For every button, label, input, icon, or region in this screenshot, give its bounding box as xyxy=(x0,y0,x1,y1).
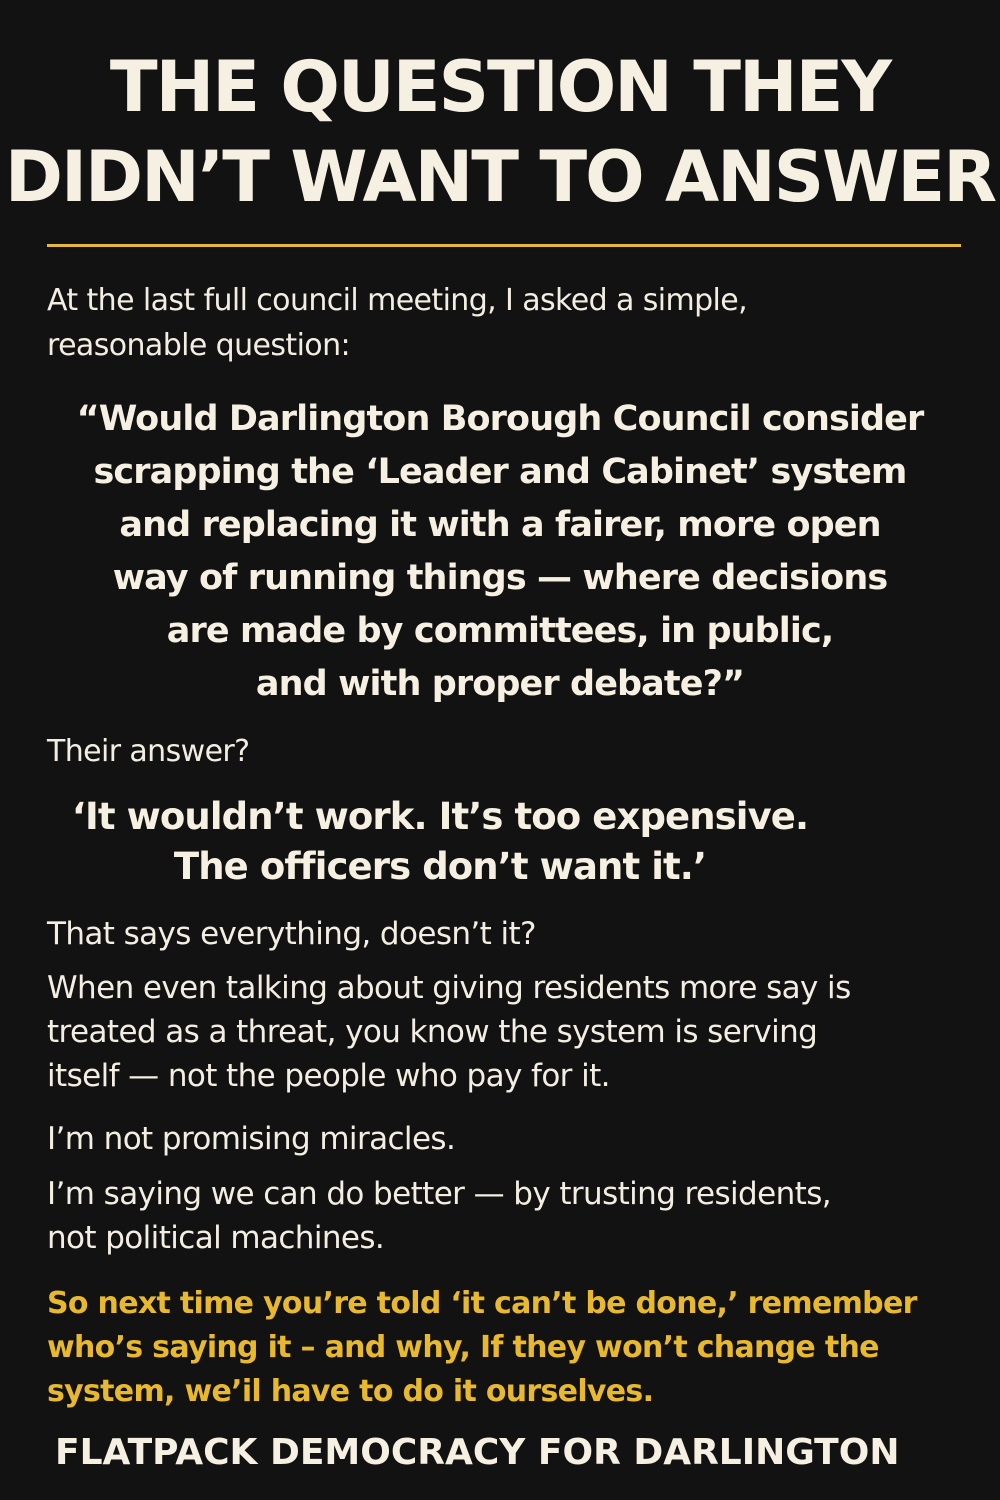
headline-line-2: DIDN’T WANT TO ANSWER xyxy=(4,136,996,218)
intro-paragraph xyxy=(47,278,947,368)
question-line-4: way of running things — where decisions xyxy=(112,558,888,598)
intro-line-2: reasonable question: xyxy=(47,328,350,363)
answer-quote xyxy=(0,792,880,892)
threat-line-3: itself — not the people who pay for it. xyxy=(47,1058,610,1094)
headline xyxy=(0,42,1000,222)
threat-paragraph xyxy=(47,966,967,1098)
answer-quote-line-2: The officers don’t want it.’ xyxy=(173,845,707,888)
says-everything-line: That says everything, doesn’t it? xyxy=(47,916,536,952)
headline-divider xyxy=(47,244,961,247)
their-answer-label: Their answer? xyxy=(47,734,250,769)
callout-line-2: who’s saying it – and why, If they won’t change the xyxy=(47,1330,879,1365)
answer-quote-line-1: ‘It wouldn’t work. It’s too expensive. xyxy=(71,795,809,838)
better-line-2: not political machines. xyxy=(47,1220,385,1256)
question-line-3: and replacing it with a fairer, more open xyxy=(119,505,881,545)
callout-line-1: So next time you’re told ‘it can’t be done,’ remember xyxy=(47,1286,917,1321)
intro-line-1: At the last full council meeting, I asked a simple, xyxy=(47,283,748,318)
miracles-line: I’m not promising miracles. xyxy=(47,1121,456,1157)
threat-line-1: When even talking about giving residents more say is xyxy=(47,970,851,1006)
signoff: FLATPACK DEMOCRACY FOR DARLINGTON xyxy=(55,1432,900,1473)
callout-line-3: system, we’il have to do it ourselves. xyxy=(47,1374,654,1409)
better-paragraph xyxy=(47,1172,967,1260)
question-line-1: “Would Darlington Borough Council consider xyxy=(76,399,924,439)
threat-line-2: treated as a threat, you know the system is serving xyxy=(47,1014,818,1050)
question-quote xyxy=(0,393,1000,711)
callout-paragraph xyxy=(47,1282,967,1414)
better-line-1: I’m saying we can do better — by trusting residents, xyxy=(47,1176,832,1212)
question-line-5: are made by committees, in public, xyxy=(166,611,834,651)
headline-line-1: THE QUESTION THEY xyxy=(109,46,891,128)
question-line-2: scrapping the ‘Leader and Cabinet’ system xyxy=(93,452,907,492)
question-line-6: and with proper debate?” xyxy=(255,664,745,704)
